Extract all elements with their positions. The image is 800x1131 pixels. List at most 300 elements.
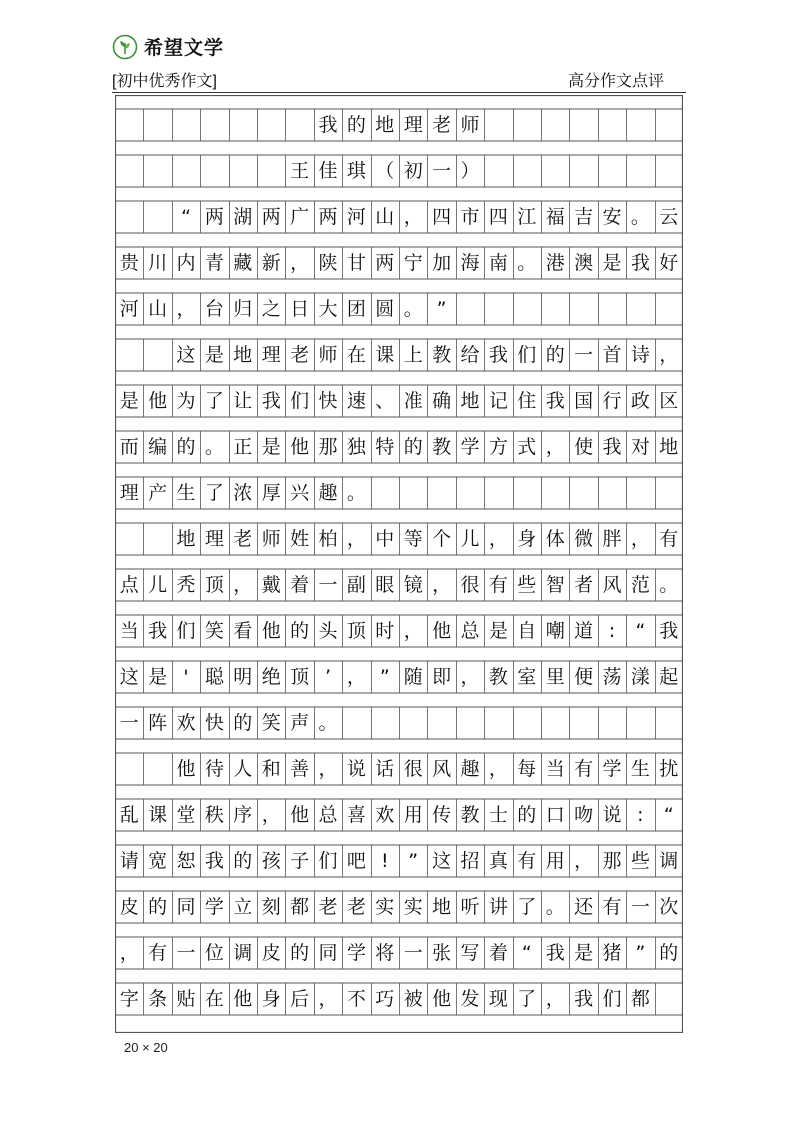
grid-char: 被 xyxy=(403,987,423,1010)
grid-char: 团 xyxy=(346,297,366,320)
grid-char: 顶 xyxy=(346,619,366,642)
grid-char: 一 xyxy=(318,573,338,596)
grid-char: 子 xyxy=(290,849,310,872)
header-divider xyxy=(112,92,686,93)
grid-char: 他 xyxy=(290,435,310,458)
grid-char: 总 xyxy=(318,803,338,826)
grid-char: ， xyxy=(119,941,139,964)
grid-char: 一 xyxy=(432,159,452,182)
grid-char: 陕 xyxy=(318,251,338,274)
grid-char: 他 xyxy=(261,619,281,642)
section-label: 高分作文点评 xyxy=(567,73,664,90)
grid-char: 广 xyxy=(290,205,310,228)
grid-char: 是 xyxy=(119,389,139,412)
grid-char: 正 xyxy=(233,435,253,458)
grid-char: 皮 xyxy=(119,895,139,918)
grid-char: ” xyxy=(436,297,447,320)
grid-char: ， xyxy=(318,757,338,780)
grid-char: 云 xyxy=(659,205,679,228)
grid-char: 人 xyxy=(233,757,253,780)
grid-char: 吻 xyxy=(574,803,594,826)
grid-char: 初 xyxy=(403,159,423,182)
grid-char: 嘲 xyxy=(545,619,565,642)
grid-char: 现 xyxy=(488,987,508,1010)
grid-char: 台 xyxy=(204,297,224,320)
grid-char: 都 xyxy=(290,895,310,918)
grid-char: 。 xyxy=(346,481,366,504)
grid-char: 柏 xyxy=(318,527,338,550)
grid-char: 的 xyxy=(176,435,196,458)
grid-char: 请 xyxy=(119,849,139,872)
grid-char: 看 xyxy=(233,619,253,642)
grid-char: ! xyxy=(380,849,389,872)
grid-char: 我 xyxy=(545,941,565,964)
grid-char: 生 xyxy=(630,757,650,780)
manuscript-grid xyxy=(115,95,683,1033)
grid-char: 地 xyxy=(460,389,480,412)
grid-char: 了 xyxy=(204,389,224,412)
grid-char: 那 xyxy=(602,849,622,872)
grid-char: 理 xyxy=(119,481,139,504)
grid-char: 贵 xyxy=(119,251,139,274)
grid-char: 话 xyxy=(375,757,395,780)
grid-char: 老 xyxy=(346,895,366,918)
grid-char: 南 xyxy=(488,251,508,274)
grid-char: 对 xyxy=(630,435,650,458)
grid-char: 师 xyxy=(460,113,480,136)
grid-char: 身 xyxy=(517,527,537,550)
grid-char: 传 xyxy=(432,803,452,826)
grid-char: 课 xyxy=(148,803,168,826)
grid-char: 趣 xyxy=(318,481,338,504)
grid-char: 行 xyxy=(602,389,622,412)
grid-char: 聪 xyxy=(204,665,224,688)
grid-char: 中 xyxy=(375,527,395,550)
grid-char: 胖 xyxy=(602,527,622,550)
grid-char: 写 xyxy=(460,941,480,964)
grid-char: 速 xyxy=(346,389,366,412)
grid-char: 圆 xyxy=(375,297,395,320)
grid-char: 。 xyxy=(204,435,224,458)
grid-char: 序 xyxy=(233,803,253,826)
grid-char: 我 xyxy=(204,849,224,872)
grid-char: 两 xyxy=(204,205,224,228)
grid-char: 笑 xyxy=(204,619,224,642)
grid-char: 恕 xyxy=(176,849,196,872)
grid-char: “ xyxy=(663,803,674,826)
grid-char: 理 xyxy=(261,343,281,366)
grid-char: 市 xyxy=(460,205,480,228)
grid-char: ， xyxy=(176,297,196,320)
grid-char: 绝 xyxy=(261,665,281,688)
grid-char: ， xyxy=(261,803,281,826)
grid-char: 实 xyxy=(403,895,423,918)
grid-char: 待 xyxy=(204,757,224,780)
grid-char: 阵 xyxy=(148,711,168,734)
grid-char: 了 xyxy=(517,895,537,918)
grid-char: 一 xyxy=(119,711,139,734)
grid-char: 一 xyxy=(574,343,594,366)
grid-char: ， xyxy=(488,527,508,550)
grid-char: 吧 xyxy=(346,849,366,872)
grid-char: 给 xyxy=(460,343,480,366)
grid-char: 喜 xyxy=(346,803,366,826)
grid-char: 。 xyxy=(318,711,338,734)
grid-char: 们 xyxy=(290,389,310,412)
grid-char: 教 xyxy=(432,435,452,458)
grid-char: 兴 xyxy=(290,481,310,504)
grid-char: 风 xyxy=(432,757,452,780)
grid-char: 儿 xyxy=(460,527,480,550)
grid-char: 便 xyxy=(574,665,594,688)
grid-char: 有 xyxy=(148,941,168,964)
grid-char: 方 xyxy=(488,435,508,458)
grid-char: 两 xyxy=(261,205,281,228)
grid-char: 一 xyxy=(176,941,196,964)
grid-char: 善 xyxy=(290,757,310,780)
grid-char: 学 xyxy=(346,941,366,964)
grid-char: 有 xyxy=(574,757,594,780)
grid-char: 我 xyxy=(659,619,679,642)
grid-char: 说 xyxy=(346,757,366,780)
grid-char: 招 xyxy=(460,849,480,872)
grid-char: 头 xyxy=(318,619,338,642)
grid-char: 。 xyxy=(545,895,565,918)
grid-char: 我 xyxy=(148,619,168,642)
grid-char: 随 xyxy=(403,665,423,688)
grid-char: : xyxy=(637,803,644,826)
grid-char: 课 xyxy=(375,343,395,366)
grid-char: 猪 xyxy=(602,941,622,964)
grid-char: “ xyxy=(181,205,191,228)
grid-char: 而 xyxy=(119,435,139,458)
grid-char: 的 xyxy=(290,941,310,964)
grid-char: 快 xyxy=(318,389,338,412)
grid-char: 他 xyxy=(233,987,253,1010)
grid-char: 一 xyxy=(403,941,423,964)
grid-char: 体 xyxy=(545,527,565,550)
grid-char: 刻 xyxy=(261,895,281,918)
grid-char: ， xyxy=(488,757,508,780)
grid-char: 师 xyxy=(318,343,338,366)
grid-char: 记 xyxy=(488,389,508,412)
grid-char: ， xyxy=(318,987,338,1010)
grid-char: 每 xyxy=(517,757,537,780)
grid-char: 立 xyxy=(233,895,253,918)
grid-char: 实 xyxy=(375,895,395,918)
grid-char: 很 xyxy=(403,757,423,780)
grid-char: 有 xyxy=(488,573,508,596)
grid-char: 是 xyxy=(148,665,168,688)
grid-char: 是 xyxy=(261,435,281,458)
grid-char: 用 xyxy=(545,849,565,872)
grid-char: 首 xyxy=(602,343,622,366)
grid-char: 为 xyxy=(176,389,196,412)
grid-char: 们 xyxy=(176,619,196,642)
grid-char: 儿 xyxy=(148,573,168,596)
grid-char: 河 xyxy=(346,205,366,228)
grid-char: 的 xyxy=(233,711,253,734)
grid-char: 微 xyxy=(574,527,594,550)
grid-char: 地 xyxy=(432,895,452,918)
brand-logo xyxy=(112,33,224,60)
grid-char: 诗 xyxy=(630,343,650,366)
grid-char: 听 xyxy=(460,895,480,918)
grid-char: 澳 xyxy=(574,251,594,274)
grid-char: 他 xyxy=(148,389,168,412)
grid-char: 不 xyxy=(346,987,366,1010)
grid-char: 们 xyxy=(602,987,622,1010)
grid-char: 身 xyxy=(261,987,281,1010)
grid-char: 王 xyxy=(290,159,310,182)
grid-char: 厚 xyxy=(261,481,281,504)
grid-char: 的 xyxy=(659,941,679,964)
grid-char: 孩 xyxy=(261,849,281,872)
grid-char: 。 xyxy=(403,297,423,320)
grid-char: 区 xyxy=(659,389,679,412)
grid-char: 范 xyxy=(630,573,650,596)
grid-char: 当 xyxy=(119,619,139,642)
grid-char: 、 xyxy=(375,389,395,412)
grid-char: 浓 xyxy=(233,481,253,504)
grid-char: 他 xyxy=(176,757,196,780)
grid-char: 条 xyxy=(148,987,168,1010)
grid-char: 式 xyxy=(517,435,537,458)
grid-char: 乱 xyxy=(119,803,139,826)
grid-char: 总 xyxy=(460,619,480,642)
grid-char: 的 xyxy=(545,343,565,366)
grid-char: 准 xyxy=(403,389,423,412)
grid-char: 在 xyxy=(346,343,366,366)
grid-char: 让 xyxy=(233,389,253,412)
grid-char: 巧 xyxy=(375,987,395,1010)
grid-char: 一 xyxy=(630,895,650,918)
grid-char: 老 xyxy=(432,113,452,136)
grid-char: 教 xyxy=(432,343,452,366)
grid-char: 我 xyxy=(488,343,508,366)
grid-char: 我 xyxy=(318,113,338,136)
grid-char: ， xyxy=(432,573,452,596)
grid-char: 老 xyxy=(233,527,253,550)
grid-char: 日 xyxy=(290,297,310,320)
grid-char: 调 xyxy=(659,849,679,872)
grid-char: 湖 xyxy=(233,205,253,228)
grid-char: ' xyxy=(183,665,189,688)
grid-char: 上 xyxy=(403,343,423,366)
grid-char: 地 xyxy=(375,113,395,136)
grid-char: 的 xyxy=(346,113,366,136)
grid-char: 欢 xyxy=(176,711,196,734)
grid-char: 们 xyxy=(517,343,537,366)
grid-char: 教 xyxy=(460,803,480,826)
category-label: [初中优秀作文] xyxy=(112,73,217,90)
grid-char: 了 xyxy=(517,987,537,1010)
grid-char: 些 xyxy=(517,573,537,596)
grid-char: 地 xyxy=(233,343,253,366)
grid-char: 大 xyxy=(318,297,338,320)
grid-char: 四 xyxy=(488,205,508,228)
grid-char: 们 xyxy=(318,849,338,872)
grid-char: 这 xyxy=(119,665,139,688)
grid-char: 理 xyxy=(204,527,224,550)
grid-char: 顶 xyxy=(290,665,310,688)
grid-char: 编 xyxy=(148,435,168,458)
grid-char: 那 xyxy=(318,435,338,458)
grid-char: 后 xyxy=(290,987,310,1010)
grid-char: 调 xyxy=(233,941,253,964)
grid-char: 海 xyxy=(460,251,480,274)
grid-char: 戴 xyxy=(261,573,281,596)
grid-char: 时 xyxy=(375,619,395,642)
grid-char: 确 xyxy=(432,389,452,412)
grid-char: 山 xyxy=(148,297,168,320)
grid-char: ， xyxy=(460,665,480,688)
grid-char: 在 xyxy=(204,987,224,1010)
grid-char: 地 xyxy=(659,435,679,458)
grid-char: 的 xyxy=(517,803,537,826)
grid-char: 之 xyxy=(261,297,281,320)
grid-char: 秩 xyxy=(204,803,224,826)
grid-char: 。 xyxy=(630,205,650,228)
grid-char: 学 xyxy=(204,895,224,918)
grid-char: 他 xyxy=(290,803,310,826)
grid-char: 了 xyxy=(204,481,224,504)
grid-char: 当 xyxy=(545,757,565,780)
grid-char: 明 xyxy=(233,665,253,688)
grid-char: 起 xyxy=(659,665,679,688)
grid-char: “ xyxy=(635,619,646,642)
grid-char: 琪 xyxy=(346,159,366,182)
grid-char: 和 xyxy=(261,757,281,780)
grid-char: 发 xyxy=(460,987,480,1010)
brand-name: 希望文学 xyxy=(144,37,225,59)
grid-char: 河 xyxy=(119,297,139,320)
grid-char: 者 xyxy=(574,573,594,596)
grid-char: 将 xyxy=(375,941,395,964)
grid-char: 贴 xyxy=(176,987,196,1010)
grid-char: ， xyxy=(403,205,423,228)
grid-char: 同 xyxy=(176,895,196,918)
grid-char: 趣 xyxy=(460,757,480,780)
grid-char: 皮 xyxy=(261,941,281,964)
grid-char: 道 xyxy=(574,619,594,642)
grid-char: 教 xyxy=(488,665,508,688)
grid-char: 学 xyxy=(602,757,622,780)
grid-char: 我 xyxy=(574,987,594,1010)
grid-char: 声 xyxy=(290,711,310,734)
grid-char: 甘 xyxy=(346,251,366,274)
grid-char: 佳 xyxy=(318,159,338,182)
grid-char: 他 xyxy=(432,987,452,1010)
grid-char: 眼 xyxy=(375,573,395,596)
grid-char: 师 xyxy=(261,527,281,550)
grid-char: 秃 xyxy=(176,573,196,596)
grid-char: 室 xyxy=(517,665,537,688)
grid-char: 着 xyxy=(290,573,310,596)
grid-char: 些 xyxy=(630,849,650,872)
grid-char: 用 xyxy=(403,803,423,826)
grid-char: （ xyxy=(375,159,395,182)
grid-char: 的 xyxy=(233,849,253,872)
grid-char: 说 xyxy=(602,803,622,826)
grid-char: 镜 xyxy=(403,573,423,596)
grid-char: 的 xyxy=(148,895,168,918)
grid-char: 是 xyxy=(204,343,224,366)
grid-char: 好 xyxy=(659,251,679,274)
grid-char: 副 xyxy=(346,573,366,596)
grid-char: 真 xyxy=(488,849,508,872)
leaf-emblem-icon xyxy=(112,34,138,60)
grid-char: 理 xyxy=(403,113,423,136)
grid-char: 张 xyxy=(432,941,452,964)
grid-char: 都 xyxy=(630,987,650,1010)
grid-char: 老 xyxy=(318,895,338,918)
grid-char: 笑 xyxy=(261,711,281,734)
grid-char: 两 xyxy=(375,251,395,274)
grid-char: 着 xyxy=(488,941,508,964)
grid-char: 这 xyxy=(432,849,452,872)
grid-char: 即 xyxy=(432,665,452,688)
grid-char: 山 xyxy=(375,205,395,228)
grid-char: ” xyxy=(408,849,419,872)
grid-char: ， xyxy=(630,527,650,550)
grid-char: 使 xyxy=(574,435,594,458)
grid-char: 他 xyxy=(432,619,452,642)
grid-char: 是 xyxy=(574,941,594,964)
grid-char: 特 xyxy=(375,435,395,458)
grid-char: 。 xyxy=(659,573,679,596)
grid-char: 次 xyxy=(659,895,679,918)
grid-char: 川 xyxy=(148,251,168,274)
grid-char: 的 xyxy=(403,435,423,458)
grid-char: 个 xyxy=(432,527,452,550)
grid-char: 藏 xyxy=(233,251,253,274)
grid-char: 。 xyxy=(517,251,537,274)
grid-char: 宽 xyxy=(148,849,168,872)
grid-char: 学 xyxy=(460,435,480,458)
grid-char: 还 xyxy=(574,895,594,918)
grid-char: 的 xyxy=(290,619,310,642)
grid-char: 是 xyxy=(488,619,508,642)
grid-char: ， xyxy=(545,987,565,1010)
grid-char: 安 xyxy=(602,205,622,228)
grid-char: 独 xyxy=(346,435,366,458)
grid-char: 扰 xyxy=(659,757,679,780)
grid-char: 士 xyxy=(488,803,508,826)
grid-char: 产 xyxy=(148,481,168,504)
grid-char: ， xyxy=(403,619,423,642)
grid-char: 顶 xyxy=(204,573,224,596)
grid-char: ， xyxy=(545,435,565,458)
grid-char: ， xyxy=(346,527,366,550)
grid-char: 我 xyxy=(261,389,281,412)
grid-char: 位 xyxy=(204,941,224,964)
grid-char: 里 xyxy=(545,665,565,688)
grid-char: 这 xyxy=(176,343,196,366)
grid-char: 快 xyxy=(204,711,224,734)
grid-char: 很 xyxy=(460,573,480,596)
grid-char: 住 xyxy=(517,389,537,412)
grid-char: 江 xyxy=(517,205,537,228)
grid-char: 同 xyxy=(318,941,338,964)
grid-char: ” xyxy=(379,665,390,688)
grid-char: 归 xyxy=(233,297,253,320)
grid-char: 堂 xyxy=(176,803,196,826)
grid-char: 宁 xyxy=(403,251,423,274)
grid-char: 我 xyxy=(545,389,565,412)
grid-char: 港 xyxy=(545,251,565,274)
grid-char: 口 xyxy=(545,803,565,826)
